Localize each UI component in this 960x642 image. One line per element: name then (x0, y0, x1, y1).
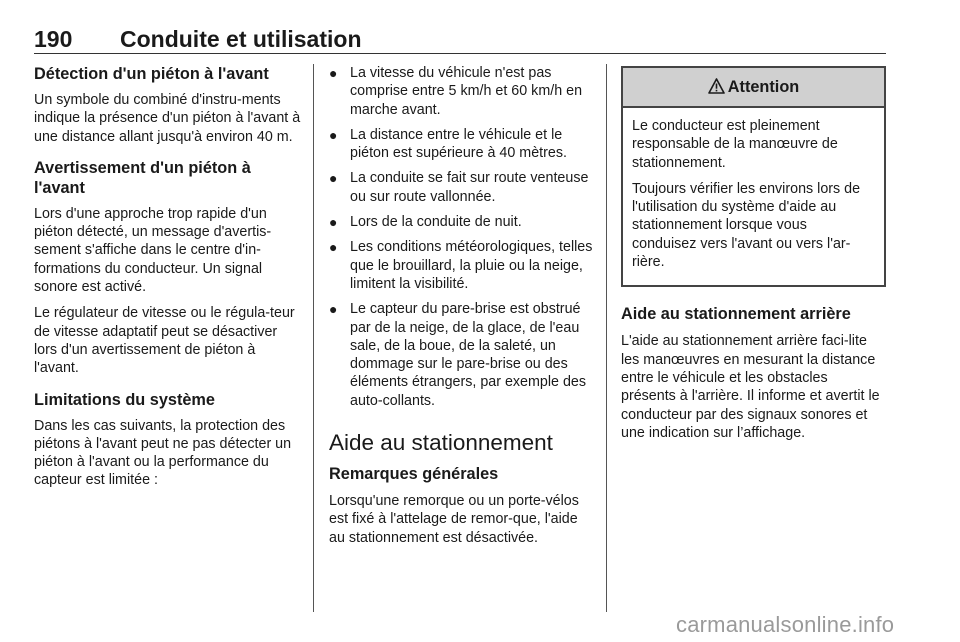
page-number: 190 (34, 26, 73, 52)
paragraph: Un symbole du combiné d'instru-ments indique la présence d'un piéton à l'avant à une distance allant jusqu'à environ 40 m. (34, 92, 301, 145)
page-header (34, 26, 886, 56)
heading-pedestrian-detection: Détection d'un piéton à l'avant (34, 65, 269, 83)
attention-body (623, 108, 884, 285)
paragraph: Lors d'une approche trop rapide d'un piéton détecté, un message d'avertis-sement s'affiche dans le centre d'in-formations du conducteur. Un signal sonore est activé. (34, 205, 272, 296)
column-divider-1 (313, 64, 314, 612)
paragraph: Le régulateur de vitesse ou le régula-teur de vitesse adaptatif peut se désactiver lors d'un avertissement de piéton à l'avant. (34, 305, 295, 377)
bullet-icon: ● (329, 170, 338, 187)
list-item: ● La conduite se fait sur route venteuse ou sur route vallonnée. (329, 170, 589, 205)
heading-pedestrian-warning: Avertissement d'un piéton à l'avant (34, 158, 251, 197)
column-1 (34, 64, 302, 490)
header-rule (34, 53, 886, 54)
bullet-icon: ● (329, 301, 338, 318)
bullet-icon: ● (329, 65, 338, 81)
paragraph: Le conducteur est pleinement responsable de la manœuvre de stationnement. (632, 118, 838, 171)
attention-header (623, 68, 884, 108)
list-item: ● Les conditions météorologiques, telles que le brouillard, la pluie ou la neige, limitent la visibilité. (329, 239, 593, 292)
page-title: Conduite et utilisation (120, 26, 362, 52)
bullet-icon: ● (329, 214, 338, 231)
heading-system-limitations: Limitations du système (34, 390, 215, 409)
column-2 (329, 64, 594, 547)
warning-triangle-icon (708, 70, 725, 108)
bullet-icon: ● (329, 126, 338, 143)
list-item: ● La distance entre le véhicule et le piéton est supérieure à 40 mètres. (329, 126, 567, 162)
section-title-parking-aid: Aide au stationnement (329, 430, 553, 456)
paragraph: Lorsqu'une remorque ou un porte-vélos est fixé à l'attelage de remor-que, l'aide au stationnement est désactivée. (329, 493, 579, 546)
attention-title: Attention (727, 78, 800, 96)
limitations-list (329, 64, 594, 410)
paragraph: Toujours vérifier les environs lors de l'utilisation du système d'aide au stationnement lorsque vous conduisez vers l'avant ou vers l'ar-rière. (632, 180, 861, 271)
bullet-icon: ● (329, 239, 338, 256)
paragraph: Dans les cas suivants, la protection des piétons à l'avant peut ne pas détecter un piéton à l'avant ou la performance du capteur est limitée : (34, 417, 292, 489)
heading-rear-parking-aid: Aide au stationnement arrière (621, 305, 851, 324)
list-item: ● Le capteur du pare-brise est obstrué par de la neige, de la glace, de l'eau sale, de la boue, de la saleté, un dommage sur le pare-brise ou des éléments étrangers, par exemple des auto-collants. (329, 301, 587, 409)
column-3 (621, 64, 886, 442)
list-item: ● La vitesse du véhicule n'est pas comprise entre 5 km/h et 60 km/h en marche avant. (329, 65, 583, 118)
heading-general-remarks: Remarques générales (329, 465, 499, 484)
attention-box (621, 66, 886, 287)
column-divider-2 (606, 64, 607, 612)
watermark: carmanualsonline.info (676, 612, 895, 637)
list-item: ● Lors de la conduite de nuit. (329, 214, 522, 231)
paragraph: L'aide au stationnement arrière faci-lite les manœuvres en mesurant la distance entre le véhicule et les obstacles présents à l'arrière. Il informe et avertit le conducteur par des signaux sonores et une indication sur l’affichage. (621, 333, 880, 441)
